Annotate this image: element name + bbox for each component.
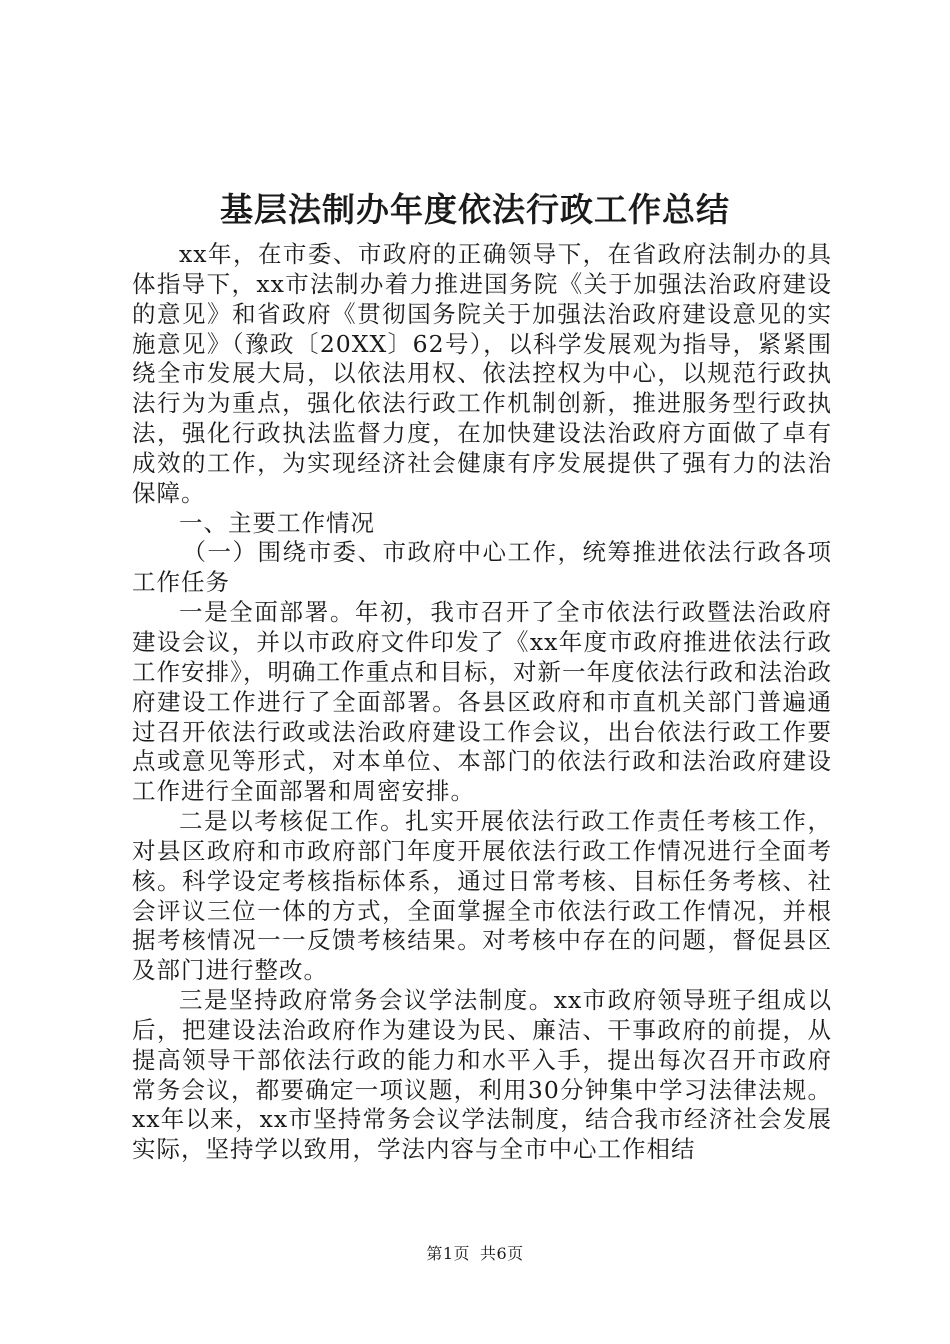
paragraph-intro: xx年，在市委、市政府的正确领导下，在省政府法制办的具体指导下，xx市法制办着力推进国务院《关于加强法治政府建设的意见》和省政府《贯彻国务院关于加强法治政府建设意见的实施意见》（豫政〔20XX〕62号），以科学发展观为指导，紧紧围绕全市发展大局，以依法用权、依法控权为中心，以规范行政执法行为为重点，强化依法行政工作机制创新，推进服务型行政执法，强化行政执法监督力度，在加快建设法治政府方面做了卓有成效的工作，为实现经济社会健康有序发展提供了强有力的法治保障。 [132, 240, 832, 507]
subsection-heading: （一）围绕市委、市政府中心工作，统筹推进依法行政各项工作任务 [132, 538, 832, 597]
page-footer [0, 1243, 950, 1265]
page-total: 共6页 [480, 1244, 524, 1263]
section-heading: 一、主要工作情况 [179, 508, 375, 537]
page-number: 第1页 [426, 1244, 470, 1263]
paragraph-assessment: 二是以考核促工作。扎实开展依法行政工作责任考核工作，对县区政府和市政府部门年度开展依法行政工作情况进行全面考核。科学设定考核指标体系，通过日常考核、目标任务考核、社会评议三位一体的方式，全面掌握全市依法行政工作情况，并根据考核情况一一反馈考核结果。对考核中存在的问题，督促县区及部门进行整改。 [132, 807, 832, 985]
document-body [132, 240, 832, 1165]
document-title: 基层法制办年度依法行政工作总结 [220, 190, 730, 229]
paragraph-study-system: 三是坚持政府常务会议学法制度。xx市政府领导班子组成以后，把建设法治政府作为建设为民、廉洁、干事政府的前提，从提高领导干部依法行政的能力和水平入手，提出每次召开市政府常务会议，都要确定一项议题，利用30分钟集中学习法律法规。xx年以来，xx市坚持常务会议学法制度，结合我市经济社会发展实际，坚持学以致用，学法内容与全市中心工作相结 [132, 986, 832, 1164]
paragraph-deployment: 一是全面部署。年初，我市召开了全市依法行政暨法治政府建设会议，并以市政府文件印发了《xx年度市政府推进依法行政工作安排》，明确工作重点和目标，对新一年度依法行政和法治政府建设工作进行了全面部署。各县区政府和市直机关部门普遍通过召开依法行政或法治政府建设工作会议，出台依法行政工作要点或意见等形式，对本单位、本部门的依法行政和法治政府建设工作进行全面部署和周密安排。 [132, 598, 832, 806]
